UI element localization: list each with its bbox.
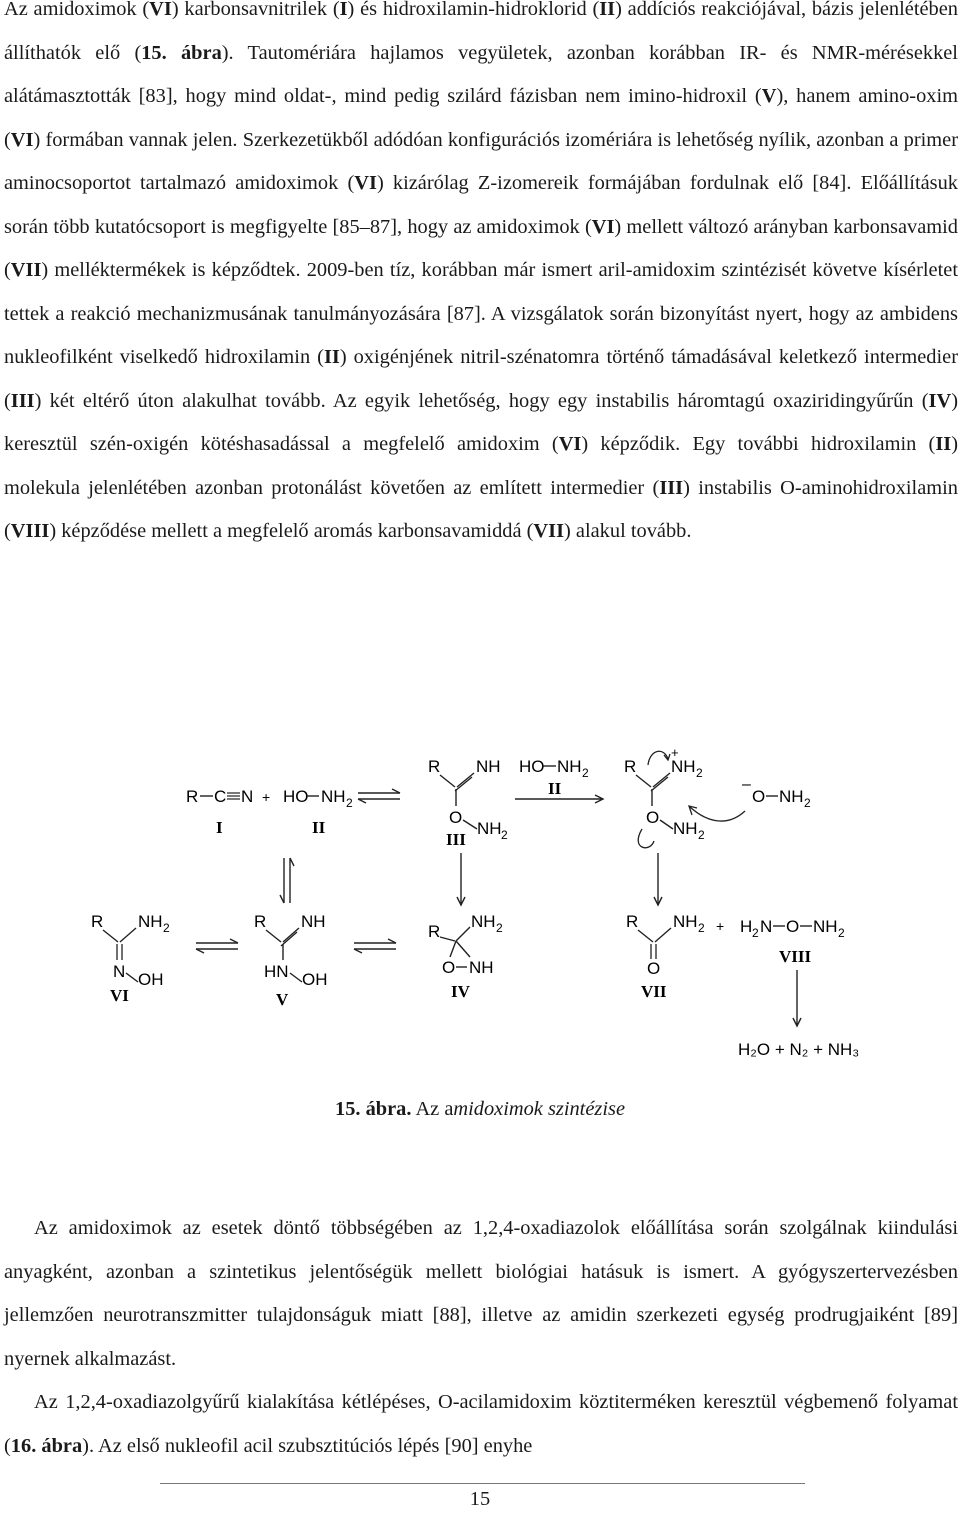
caption-text: Az a [415, 1098, 454, 1120]
svg-text:R: R [428, 922, 441, 941]
svg-text:VI: VI [110, 986, 129, 1005]
svg-text:NH: NH [469, 958, 494, 977]
figure-number: 15. ábra. [335, 1098, 412, 1120]
figure-caption [0, 1098, 960, 1121]
svg-text:2: 2 [346, 796, 353, 810]
svg-text:HO: HO [519, 757, 545, 776]
svg-text:+: + [716, 918, 725, 934]
svg-text:2: 2 [501, 828, 508, 842]
svg-text:NH: NH [557, 757, 582, 776]
svg-text:I: I [216, 818, 223, 837]
svg-text:O: O [646, 808, 660, 827]
svg-text:IV: IV [451, 982, 470, 1001]
protonated-intermediate [624, 745, 745, 848]
svg-text:2: 2 [163, 921, 170, 935]
svg-text:2: 2 [838, 926, 845, 940]
svg-text:2: 2 [698, 921, 705, 935]
svg-text:C: C [214, 787, 227, 806]
svg-text:R: R [186, 787, 199, 806]
equilibrium-arrow-2 [196, 939, 238, 953]
svg-text:‒: ‒ [742, 776, 751, 793]
hydroxylamine-II [283, 787, 353, 837]
svg-text:OH: OH [138, 970, 164, 989]
footer-rule [160, 1483, 805, 1484]
svg-text:R: R [254, 912, 267, 931]
page-number: 15 [469, 1488, 491, 1510]
svg-text:NH: NH [671, 757, 696, 776]
svg-text:+: + [262, 789, 271, 805]
svg-text:R: R [428, 757, 441, 776]
svg-text:2: 2 [696, 766, 703, 780]
svg-text:N: N [760, 917, 773, 936]
svg-text:NH: NH [673, 912, 698, 931]
paragraph-3: Az 1,2,4-oxadiazolgyűrű kialakítása kétlépéses, O-acilamidoxim köztiterméken keresztül végbemenő folyamat (16. ábra). Az első nukleofil acil szubsztitúciós lépés [90] enyhe [4, 1391, 958, 1457]
svg-text:NH: NH [673, 819, 698, 838]
equilibrium-arrow-vertical [280, 858, 294, 903]
svg-text:NH: NH [476, 757, 501, 776]
nitrile-I [186, 787, 253, 837]
caption-text-italic: midoximok szintézise [453, 1098, 625, 1120]
svg-text:HN: HN [264, 962, 289, 981]
svg-text:NH: NH [321, 787, 346, 806]
svg-text:V: V [276, 990, 289, 1009]
svg-text:O: O [442, 958, 456, 977]
reaction-arrow-down-2 [654, 853, 662, 905]
svg-text:NH: NH [471, 912, 496, 931]
svg-text:R: R [91, 912, 104, 931]
svg-text:2: 2 [804, 796, 811, 810]
svg-text:II: II [312, 818, 326, 837]
svg-text:H: H [740, 917, 753, 936]
carboxamide-VII [626, 912, 705, 1001]
reaction-arrow-down-1 [457, 853, 465, 905]
equilibrium-arrow-3 [354, 939, 396, 953]
svg-text:N: N [113, 962, 126, 981]
equilibrium-arrow-1 [358, 789, 400, 803]
intermediate-III [428, 757, 508, 849]
svg-text:NH: NH [301, 912, 326, 931]
paragraph-2: Az amidoximok az esetek döntő többségében az 1,2,4-oxadiazolok előállítása során szolgálnak kiindulási anyagként, azonban a szintetikus jelentőségük mellett biológiai hatásuk is ismert. A gyógyszertervezésben jellemzően neurotranszmitter tulajdonságuk miatt [88], illetve az amidin szerkezeti egység prodrugjaiként [89] nyernek alkalmazást. [4, 1217, 958, 1370]
oxaziridine-IV [428, 912, 503, 1001]
svg-text:II: II [548, 779, 562, 798]
reaction-scheme [0, 745, 960, 1075]
svg-text:R: R [626, 912, 639, 931]
svg-text:HO: HO [283, 787, 309, 806]
svg-text:N: N [241, 787, 254, 806]
svg-text:O: O [786, 917, 800, 936]
amidoxime-VI [91, 912, 170, 1005]
reagent-II [519, 757, 589, 798]
svg-text:+: + [671, 745, 679, 760]
svg-text:2: 2 [698, 828, 705, 842]
imino-hydroxyl-V [254, 912, 328, 1009]
svg-text:2: 2 [582, 766, 589, 780]
decomposition-products: H₂O + N₂ + NH₃ [738, 1040, 860, 1059]
reaction-arrow-down-3 [793, 970, 801, 1026]
svg-text:O: O [752, 787, 766, 806]
svg-text:NH: NH [138, 912, 163, 931]
svg-text:NH: NH [779, 787, 804, 806]
svg-text:NH: NH [813, 917, 838, 936]
svg-text:VII: VII [641, 982, 667, 1001]
svg-text:O: O [449, 808, 463, 827]
svg-text:VIII: VIII [779, 947, 812, 966]
paragraph-1: Az amidoximok (VI) karbonsavnitrilek (I) és hidroxilamin-hidroklorid (II) addíciós reakciójával, bázis jelenlétében állíthatók elő (15. ábra). Tautomériára hajlamos vegyületek, azonban korábban IR- és NMR-mérésekkel alátámasztották [83], hogy mind oldat-, mind pedig szilárd fázisban nem imino-hidroxil (V), hanem amino-oxim (VI) formában vannak jelen. Szerkezetükből adódóan konfigurációs izomériára is lehetőség nyílik, azonban a primer aminocsoportot tartalmazó amidoximok (VI) kizárólag Z-izomereik formájában fordulnak elő [84]. Előállításuk során több kutatócsoport is megfigyelte [85‒87], hogy az amidoximok (VI) mellett változó arányban karbonsavamid (VII) melléktermékek is képződtek. 2009-ben tíz, korábban már ismert aril-amidoxim szintézisét követve kísérletet tettek a reakció mechanizmusának tanulmányozására [87]. A vizsgálatok során bizonyítást nyert, hogy az ambidens nukleofilként viselkedő hidroxilamin (II) oxigénjének nitril-szénatomra történő támadásával keletkező intermedier (III) két eltérő úton alakulhat tovább. Az egyik lehetőség, hogy egy instabilis háromtagú oxaziridingyűrűn (IV) keresztül szén-oxigén kötéshasadással a megfelelő amidoxim (VI) képződik. Egy további hidroxilamin (II) molekula jelenlétében azonban protonálást követően az említett intermedier (III) instabilis O-aminohidroxilamin (VIII) képződése mellett a megfelelő aromás karbonsavamiddá (VII) alakul tovább. [4, 0, 959, 542]
svg-text:NH: NH [477, 819, 502, 838]
aminooxide-anion [742, 776, 811, 810]
o-aminohydroxylamine-VIII [740, 917, 845, 966]
svg-text:OH: OH [302, 970, 328, 989]
svg-text:2: 2 [496, 921, 503, 935]
svg-text:R: R [624, 757, 637, 776]
svg-text:2: 2 [752, 926, 759, 940]
svg-text:III: III [446, 830, 466, 849]
svg-text:O: O [647, 959, 661, 978]
